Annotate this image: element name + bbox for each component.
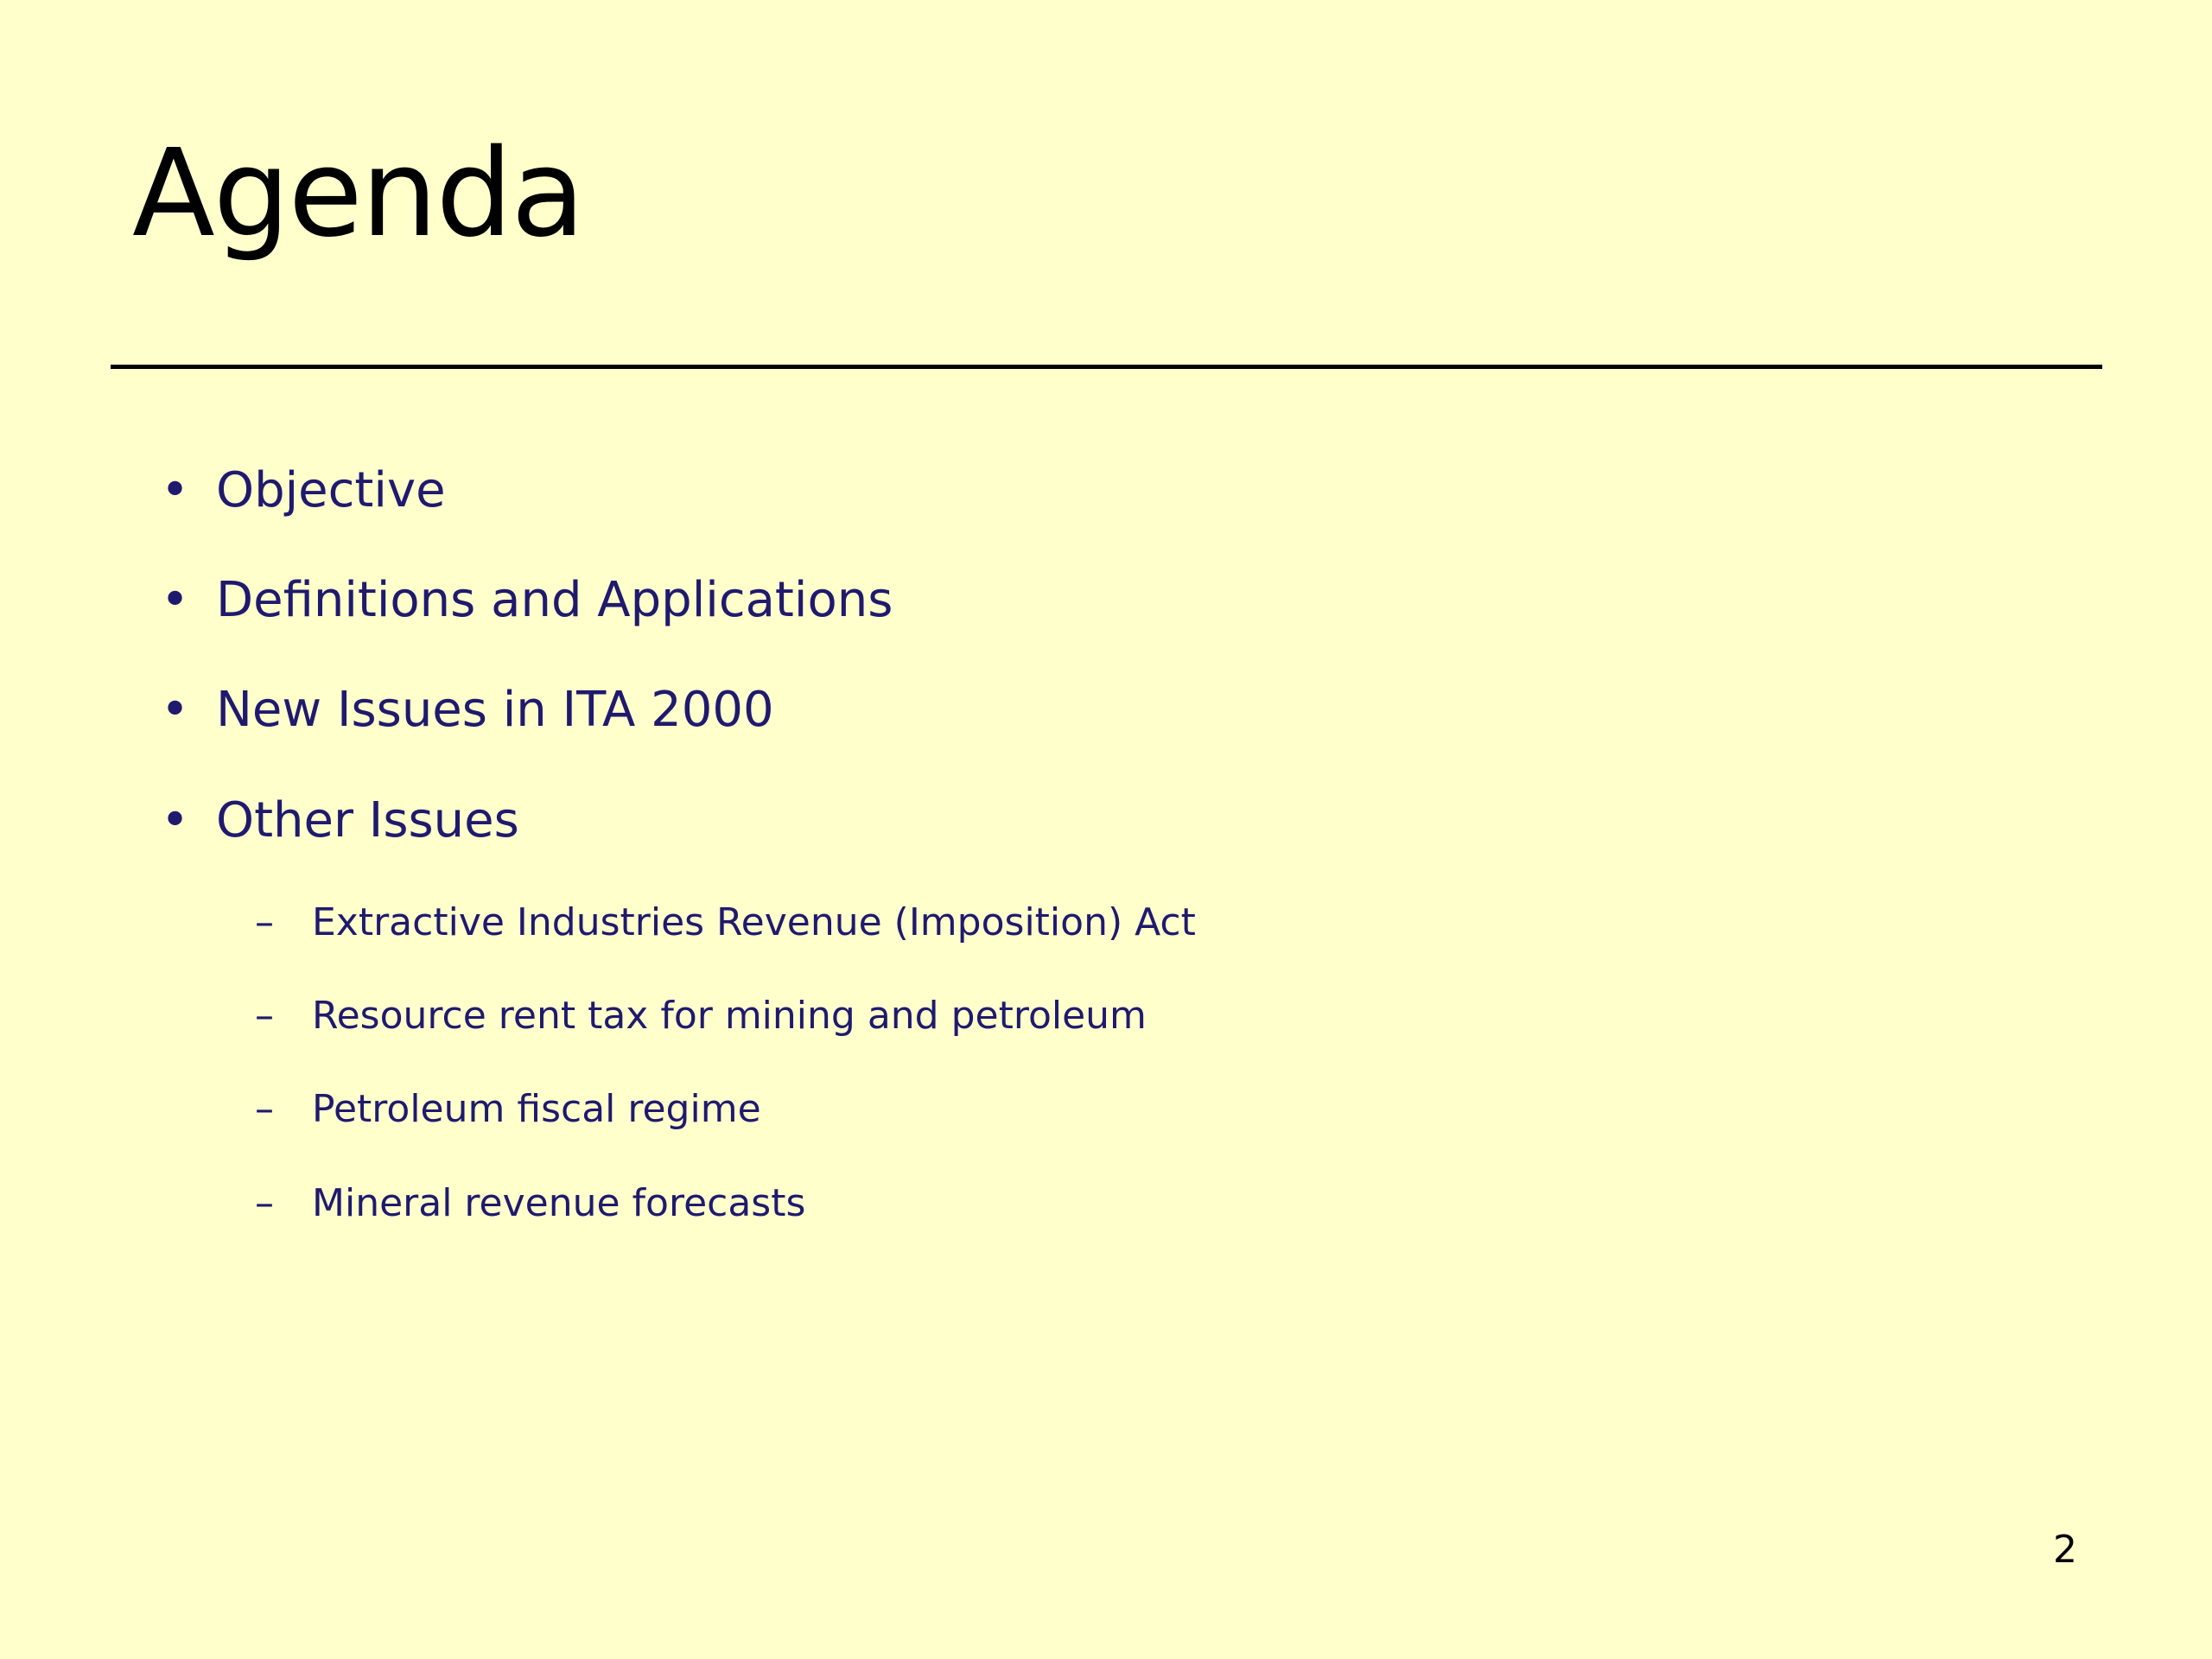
dash-icon: – [255,900,274,944]
agenda-item-label: Definitions and Applications [216,572,893,628]
agenda-subitem-label: Petroleum fiscal regime [312,1087,761,1131]
agenda-subitem-label: Mineral revenue forecasts [312,1181,806,1225]
agenda-item-other-issues [161,792,519,849]
bullet-icon: • [161,462,190,518]
agenda-subitem-label: Resource rent tax for mining and petroleum [312,994,1147,1038]
dash-icon: – [255,1087,274,1131]
dash-icon: – [255,994,274,1038]
agenda-subitem-extractive-industries [255,900,1196,944]
agenda-subitem-petroleum-fiscal-regime [255,1087,761,1131]
agenda-item-objective [161,462,446,518]
bullet-icon: • [161,682,190,738]
page-number: 2 [2053,1528,2077,1572]
agenda-item-label: Objective [216,462,446,518]
bullet-icon: • [161,572,190,628]
agenda-item-definitions [161,572,893,628]
agenda-item-label: New Issues in ITA 2000 [216,682,774,738]
agenda-subitem-label: Extractive Industries Revenue (Imposition) Act [312,900,1196,944]
bullet-icon: • [161,792,190,849]
agenda-item-new-issues [161,682,774,738]
agenda-item-label: Other Issues [216,792,519,849]
agenda-subitem-mineral-revenue-forecasts [255,1181,806,1225]
slide-title: Agenda [132,124,584,264]
agenda-subitem-resource-rent-tax [255,994,1147,1038]
dash-icon: – [255,1181,274,1225]
